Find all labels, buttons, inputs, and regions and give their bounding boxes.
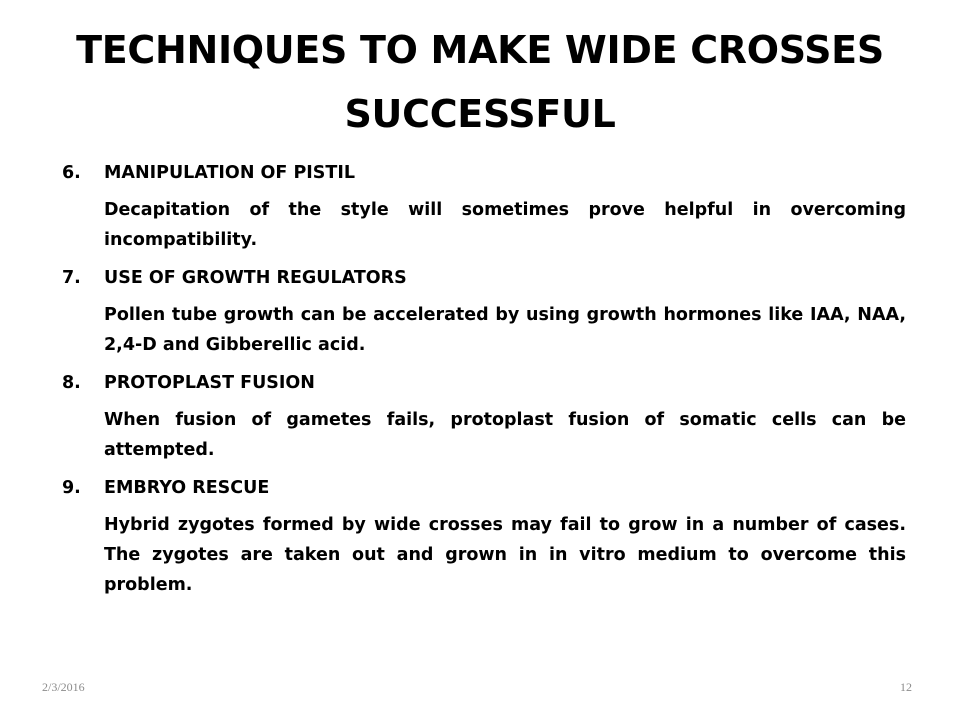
title-line-2: SUCCESSFUL [344,92,616,136]
footer-date: 2/3/2016 [42,680,85,694]
slide-title [40,18,920,146]
item-heading: PROTOPLAST FUSION [104,373,315,393]
item-number: 8. [62,373,81,393]
item-heading-row [62,368,906,398]
title-line-1: TECHNIQUES TO MAKE WIDE CROSSES [76,28,884,72]
list-item-7 [62,263,906,360]
item-description: When fusion of gametes fails, protoplast fusion of somatic cells can be attempted. [104,410,906,460]
item-number: 7. [62,268,81,288]
item-heading-row [62,158,906,188]
item-description: Decapitation of the style will sometimes prove helpful in overcoming incompatibility. [104,200,906,250]
list-item-6 [62,158,906,255]
item-heading: EMBRYO RESCUE [104,478,270,498]
list-item-8 [62,368,906,465]
slide-number: 12 [900,680,912,694]
list-item-9 [62,473,906,600]
item-heading: MANIPULATION OF PISTIL [104,163,356,183]
item-number: 6. [62,163,81,183]
item-number: 9. [62,478,81,498]
item-description: Pollen tube growth can be accelerated by using growth hormones like IAA, NAA, 2,4-D and Gibberellic acid. [104,305,906,355]
item-heading: USE OF GROWTH REGULATORS [104,268,407,288]
item-heading-row [62,263,906,293]
numbered-list [62,158,906,608]
item-description: Hybrid zygotes formed by wide crosses may fail to grow in a number of cases. The zygotes are taken out and grown in in vitro medium to overcome this problem. [104,515,906,595]
item-heading-row [62,473,906,503]
